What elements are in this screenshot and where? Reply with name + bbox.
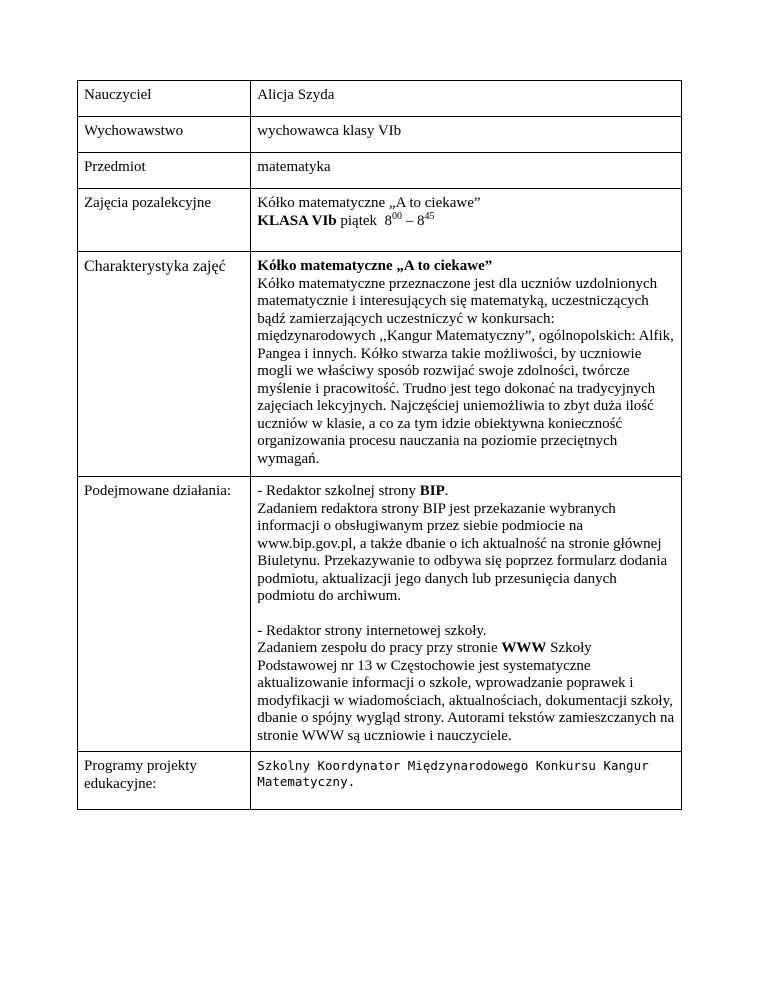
end-hour: 8 [417,212,425,229]
club-name: Kółko matematyczne „A to ciekawe” [257,195,481,211]
table-row-subject [78,153,682,189]
table-row-characteristics [78,252,682,477]
activities-value-cell [251,477,682,752]
table-row-programs [78,752,682,810]
time-dash: – [405,212,414,229]
club-class: KLASA VIb [257,212,337,229]
table-row-teacher [78,81,682,117]
start-minutes: 00 [392,210,403,222]
web-editor-body-suffix: Szkoły Podstawowej nr 13 w Częstochowie jest systematyczne aktualizowanie informacji o szkole, wprowadzanie poprawek i modyfikacji w wiadomościach, aktualnościach, dokumentacji szkoły, dbanie o spójny wygląd strony. Autorami tekstów zamieszczanych na stronie WWW są uczniowie i nauczyciele. [257,640,675,744]
teacher-info-table [77,80,682,810]
characteristics-heading: Kółko matematyczne „A to ciekawe” [257,258,493,274]
bip-editor-title-prefix: - Redaktor szkolnej strony [257,483,420,499]
club-day: piątek [340,212,378,229]
subject-value: matematyka [257,159,331,175]
table-row-activities [78,477,682,752]
characteristics-label-cell [78,252,251,477]
start-hour: 8 [384,212,393,229]
web-editor-body [257,640,675,745]
club-schedule [257,210,675,231]
characteristics-body: Kółko matematyczne przeznaczone jest dla uczniów uzdolnionych matematycznie i interesujących się matematyką, uczestniczących bądź zamierzających uczestniczyć w konkursach: międzynarodowych ,,Kangur Matematyczny”, ogólnopolskich: Alfik, Pangea i innych. Kółko stwarza takie możliwości, by uczniowie mogli we właściwy sposób rozwijać swoje zdolności, twórcze myślenie i pracowitość. Trudno jest tego dokonać na tradycyjnych zajęciach lekcyjnych. Najczęściej uniemożliwia to zbyt duża ilość uczniów w klasie, a co za tym idzie obiektywna konieczność organizowania procesu nauczania na poziomie przeciętnych wymagań. [257,275,674,467]
characteristics-label: Charakterystyka zajęć [84,258,226,275]
web-editor-body-prefix: Zadaniem zespołu do pracy przy stronie [257,640,502,656]
web-editor-title: - Redaktor strony internetowej szkoły. [257,622,487,639]
programs-value: Szkolny Koordynator Międzynarodowego Konkursu Kangur Matematyczny. [257,758,649,789]
end-minutes: 45 [424,210,435,222]
teacher-name: Alicja Szyda [257,87,335,103]
homeroom-label: Wychowawstwo [84,123,184,139]
table-row-extracurricular [78,189,682,252]
teacher-label: Nauczyciel [84,87,152,103]
activities-label-cell [78,477,251,752]
homeroom-value: wychowawca klasy VIb [257,123,402,139]
extracurricular-label: Zajęcia pozalekcyjne [84,195,212,211]
programs-label-cell [78,752,251,810]
teacher-value-cell [251,81,682,117]
characteristics-value-cell [251,252,682,477]
bip-editor-title-bold: BIP [419,483,445,499]
teacher-label-cell [78,81,251,117]
homeroom-label-cell [78,117,251,153]
homeroom-value-cell [251,117,682,153]
bip-editor-title-suffix: . [444,483,449,499]
extracurricular-label-cell [78,189,251,252]
subject-label: Przedmiot [84,159,146,175]
table-row-homeroom [78,117,682,153]
subject-label-cell [78,153,251,189]
bip-editor-body: Zadaniem redaktora strony BIP jest przekazanie wybranych informacji o obsługiwanym przez siebie podmiocie na www.bip.gov.pl, a także dbanie o ich aktualność na stronie głównej Biuletynu. Przekazywanie to odbywa się poprzez formularz dodania podmiotu, aktualizacji jego danych lub przesunięcia danych podmiotu do archiwum. [257,500,668,604]
web-editor-body-bold: WWW [501,640,547,656]
extracurricular-value-cell [251,189,682,252]
paragraph-spacer [257,606,675,623]
programs-value-cell [251,752,682,810]
programs-label: Programy projekty edukacyjne: [84,758,197,792]
subject-value-cell [251,153,682,189]
activities-label: Podejmowane działania: [84,483,232,499]
bip-editor-title [257,483,675,501]
